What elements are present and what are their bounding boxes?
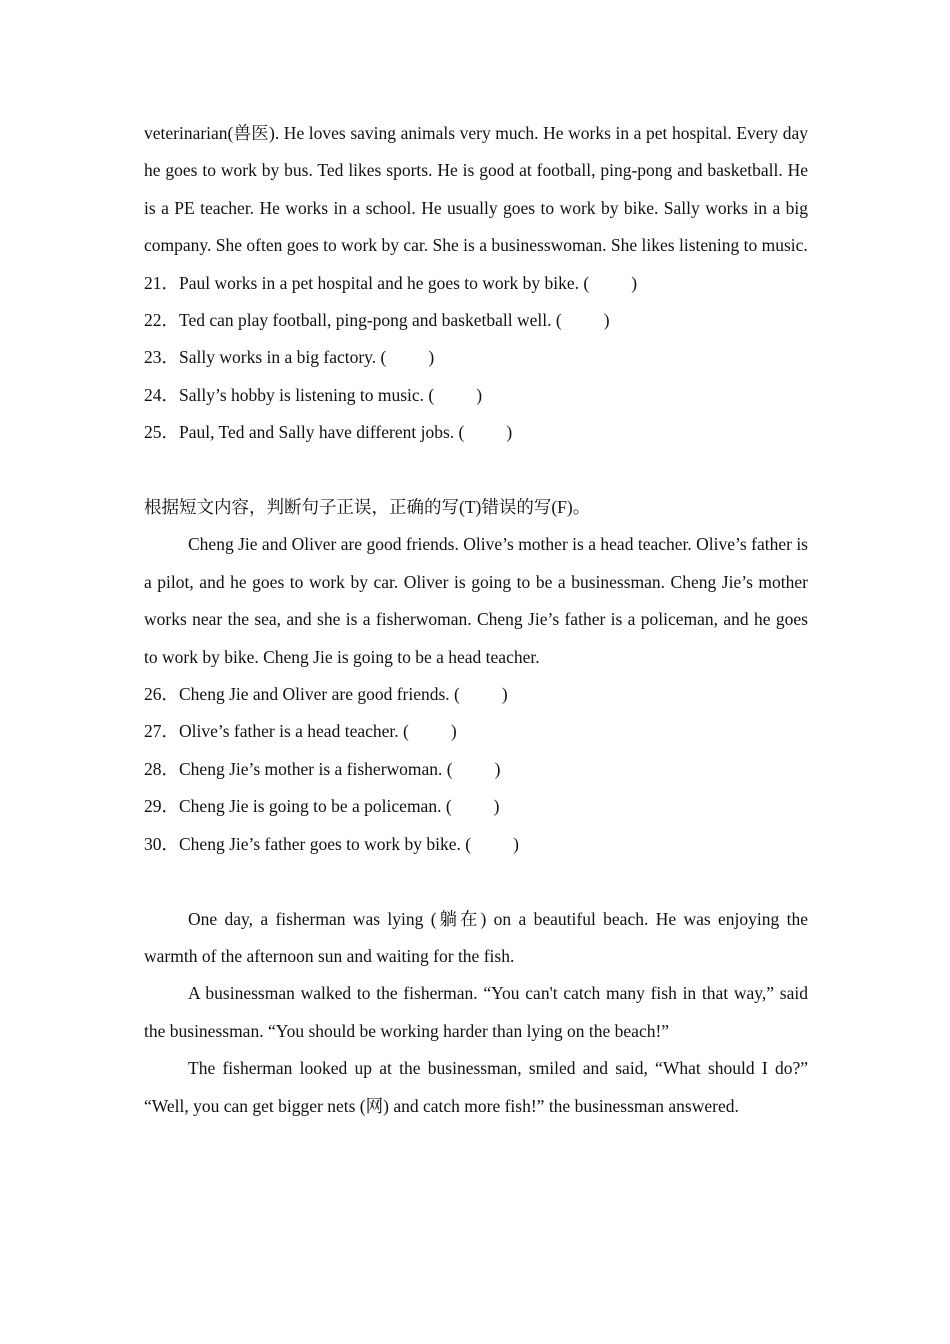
section-spacer bbox=[144, 863, 808, 900]
question-close: ) bbox=[450, 721, 457, 742]
section-instruction: 根据短文内容，判断句子正误，正确的写(T)错误的写(F)。 bbox=[144, 497, 591, 518]
question-text: Cheng Jie’s mother is a fisherwoman. ( bbox=[179, 758, 453, 779]
question-text: Cheng Jie’s father goes to work by bike. ( bbox=[179, 833, 472, 854]
question-26 bbox=[144, 676, 808, 713]
question-close: ) bbox=[506, 422, 513, 443]
passage-3-paragraph-1: One day, a fisherman was lying (躺在) on a beautiful beach. He was enjoying the warmth of the afternoon sun and waiting for the fish. bbox=[144, 908, 808, 966]
question-close: ) bbox=[603, 310, 610, 331]
passage-1-text: veterinarian(兽医). He loves saving animals very much. He works in a pet hospital. Every day he goes to work by bus. Ted likes sports. He is good at football, ping-pong and basketball. He is a PE teacher. He works in a school. He usually goes to work by bike. Sally works in a big company. She often goes to work by car. She is a businesswoman. She likes listening to music. bbox=[144, 123, 808, 256]
question-text: Sally’s hobby is listening to music. ( bbox=[179, 384, 435, 405]
document-page bbox=[144, 115, 808, 1125]
question-23 bbox=[144, 339, 808, 376]
passage-3-paragraph-2: A businessman walked to the fisherman. “You can't catch many fish in that way,” said the businessman. “You should be working harder than lying on the beach!” bbox=[144, 983, 808, 1041]
question-21 bbox=[144, 265, 808, 302]
question-text: Cheng Jie and Oliver are good friends. ( bbox=[179, 684, 460, 705]
question-27 bbox=[144, 713, 808, 750]
question-text: Paul works in a pet hospital and he goes to work by bike. ( bbox=[179, 272, 590, 293]
question-number: 26． bbox=[144, 684, 179, 705]
question-number: 28． bbox=[144, 758, 179, 779]
question-24 bbox=[144, 377, 808, 414]
section-spacer bbox=[144, 452, 808, 489]
question-close: ) bbox=[494, 758, 501, 779]
question-close: ) bbox=[493, 796, 500, 817]
question-number: 29． bbox=[144, 796, 179, 817]
question-text: Paul, Ted and Sally have different jobs. ( bbox=[179, 422, 465, 443]
question-25 bbox=[144, 414, 808, 451]
question-number: 25． bbox=[144, 422, 179, 443]
question-28 bbox=[144, 751, 808, 788]
passage-3-paragraph-3: The fisherman looked up at the businessman, smiled and said, “What should I do?” “Well, you can get bigger nets (网) and catch more fish!” the businessman answered. bbox=[144, 1058, 808, 1116]
question-text: Ted can play football, ping-pong and basketball well. ( bbox=[179, 310, 562, 331]
question-list-1 bbox=[144, 265, 808, 452]
question-text: Cheng Jie is going to be a policeman. ( bbox=[179, 796, 452, 817]
question-22 bbox=[144, 302, 808, 339]
question-number: 22． bbox=[144, 310, 179, 331]
question-number: 24． bbox=[144, 384, 179, 405]
question-number: 21． bbox=[144, 272, 179, 293]
question-number: 27． bbox=[144, 721, 179, 742]
passage-2-text: Cheng Jie and Oliver are good friends. Olive’s mother is a head teacher. Olive’s father is a pilot, and he goes to work by car. Oliver is going to be a businessman. Cheng Jie’s mother works near the sea, and she is a fisherwoman. Cheng Jie’s father is a policeman, and he goes to work by bike. Cheng Jie is going to be a head teacher. bbox=[144, 534, 808, 667]
question-list-2 bbox=[144, 676, 808, 863]
question-29 bbox=[144, 788, 808, 825]
question-close: ) bbox=[513, 833, 519, 854]
question-number: 30． bbox=[144, 833, 179, 854]
question-close: ) bbox=[501, 684, 508, 705]
question-text: Olive’s father is a head teacher. ( bbox=[179, 721, 409, 742]
question-close: ) bbox=[428, 347, 435, 368]
question-close: ) bbox=[631, 272, 638, 293]
question-text: Sally works in a big factory. ( bbox=[179, 347, 387, 368]
question-close: ) bbox=[476, 384, 483, 405]
question-30 bbox=[144, 826, 808, 863]
question-number: 23． bbox=[144, 347, 179, 368]
